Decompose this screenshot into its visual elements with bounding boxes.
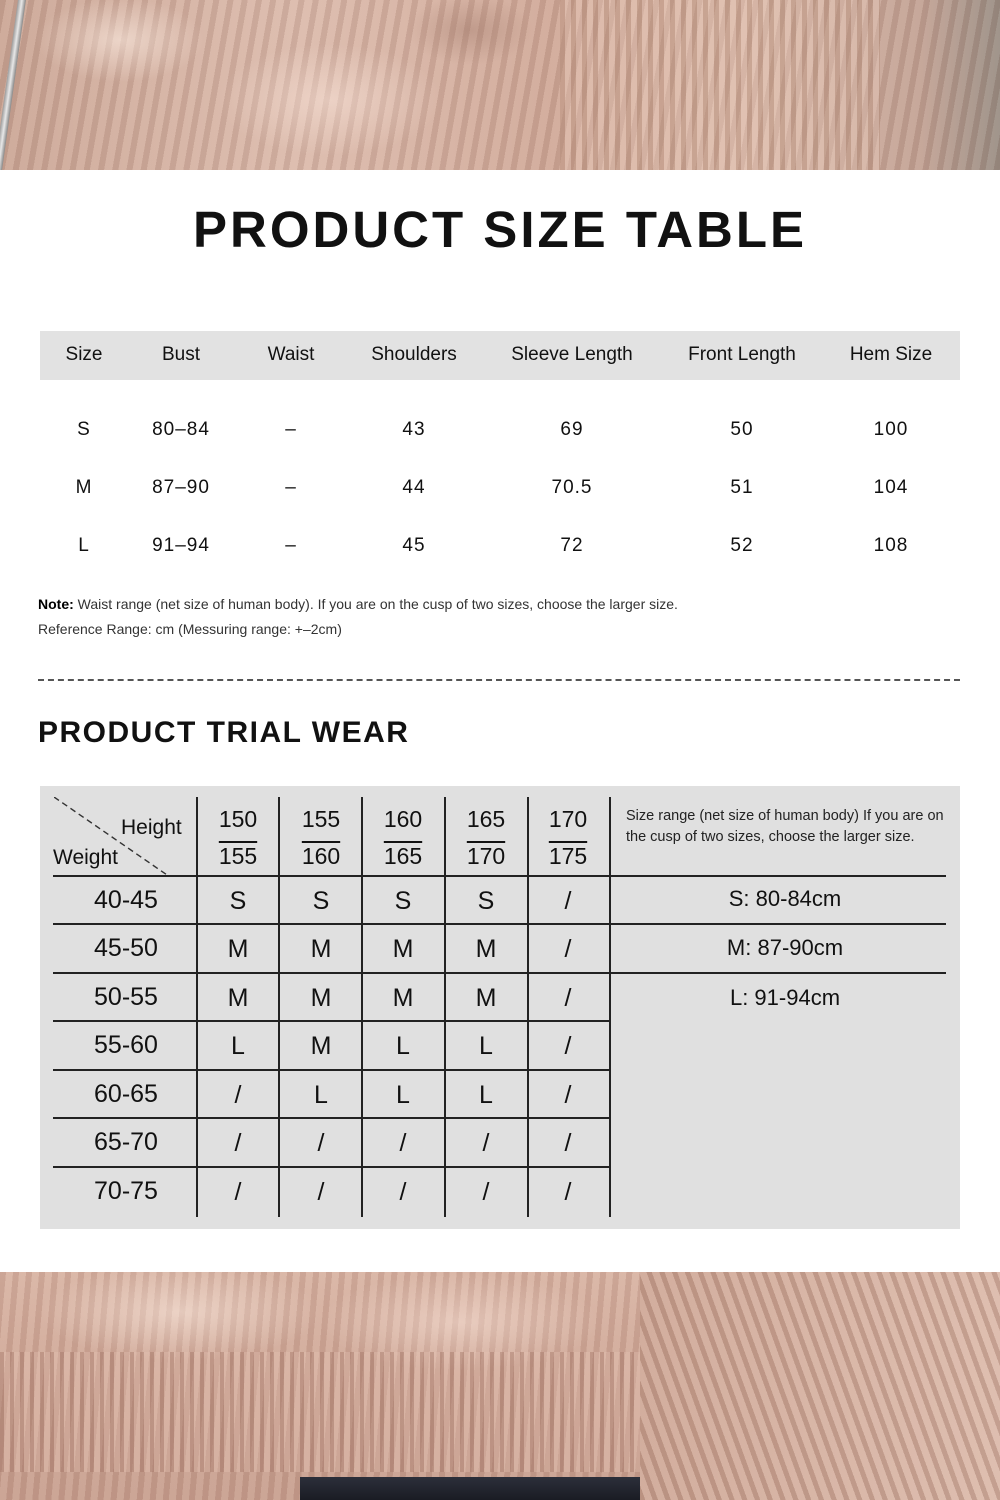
size-cell: 91–94 xyxy=(152,535,210,556)
size-range-0: S: 80-84cm xyxy=(728,886,842,911)
height-from: 150 xyxy=(218,806,258,832)
height-to: 155 xyxy=(218,843,258,869)
size-recommendation-cell: / xyxy=(564,1129,572,1157)
size-recommendation-cell: / xyxy=(564,935,572,963)
size-header-3: Shoulders xyxy=(371,344,457,365)
size-header-4: Sleeve Length xyxy=(511,344,633,365)
size-recommendation-cell: / xyxy=(399,1129,407,1157)
size-recommendation-cell: S xyxy=(477,887,495,915)
weight-label-cell: 55-60 xyxy=(94,1031,158,1059)
knit-sleeve-detail xyxy=(560,0,880,170)
size-range-1: M: 87-90cm xyxy=(726,935,844,960)
height-header xyxy=(446,801,526,875)
height-to: 175 xyxy=(548,843,588,869)
grid-horizontal-line xyxy=(53,1117,610,1119)
size-recommendation-cell: / xyxy=(564,1032,572,1060)
grid-horizontal-line xyxy=(53,1069,610,1071)
size-cell: 104 xyxy=(873,477,909,498)
size-recommendation-cell: L xyxy=(396,1032,410,1060)
grid-horizontal-line xyxy=(53,1020,610,1022)
size-recommendation-cell: S xyxy=(312,887,330,915)
height-from: 165 xyxy=(466,806,506,832)
size-recommendation-cell: / xyxy=(482,1129,490,1157)
size-recommendation-cell: / xyxy=(234,1081,242,1109)
knit-sleeve-detail xyxy=(640,1272,1000,1500)
size-cell: – xyxy=(285,419,297,440)
size-recommendation-cell: S xyxy=(229,887,247,915)
weight-label-cell: 70-75 xyxy=(94,1177,158,1205)
size-recommendation-cell: M xyxy=(227,984,249,1012)
size-cell: 50 xyxy=(730,419,754,440)
size-recommendation-cell: M xyxy=(310,1032,332,1060)
size-recommendation-cell: L xyxy=(314,1081,328,1109)
size-cell: L xyxy=(78,535,90,556)
height-from: 160 xyxy=(383,806,423,832)
size-range-description: Size range (net size of human body) If you are on the cusp of two sizes, choose the larger size. xyxy=(626,808,944,845)
size-table-title: PRODUCT SIZE TABLE xyxy=(192,201,808,258)
weight-label-cell: 45-50 xyxy=(94,934,158,962)
size-recommendation-cell: / xyxy=(564,1178,572,1206)
size-recommendation-cell: M xyxy=(227,935,249,963)
height-to: 160 xyxy=(301,843,341,869)
ribbed-hem-detail xyxy=(0,1352,640,1472)
size-cell: 87–90 xyxy=(152,477,210,498)
grid-vertical-line xyxy=(278,797,280,1217)
size-recommendation-cell: / xyxy=(564,1081,572,1109)
size-recommendation-cell: M xyxy=(392,935,414,963)
size-cell: S xyxy=(77,419,91,440)
size-recommendation-cell: L xyxy=(479,1081,493,1109)
weight-label-cell: 50-55 xyxy=(94,983,158,1011)
size-recommendation-cell: M xyxy=(392,984,414,1012)
size-recommendation-cell: L xyxy=(231,1032,245,1060)
height-to: 165 xyxy=(383,843,423,869)
note-label: Note: xyxy=(38,596,74,612)
height-to: 170 xyxy=(466,843,506,869)
size-recommendation-cell: / xyxy=(482,1178,490,1206)
size-recommendation-cell: / xyxy=(317,1178,325,1206)
size-header-0: Size xyxy=(65,344,103,365)
size-cell: 44 xyxy=(402,477,426,498)
weight-label: Weight xyxy=(53,846,118,869)
grid-vertical-line xyxy=(609,797,611,1217)
size-recommendation-cell: L xyxy=(396,1081,410,1109)
size-recommendation-cell: M xyxy=(475,935,497,963)
trial-wear-title: PRODUCT TRIAL WEAR xyxy=(38,716,410,749)
size-cell: 51 xyxy=(730,477,754,498)
size-cell: – xyxy=(285,477,297,498)
denim-detail xyxy=(300,1477,640,1500)
height-header xyxy=(528,801,608,875)
size-recommendation-cell: / xyxy=(234,1129,242,1157)
grid-horizontal-line xyxy=(53,923,946,925)
size-header-5: Front Length xyxy=(688,344,796,365)
size-cell: 100 xyxy=(873,419,909,440)
size-cell: 72 xyxy=(560,535,584,556)
size-recommendation-cell: / xyxy=(317,1129,325,1157)
bottom-product-photo xyxy=(0,1272,1000,1500)
size-range-2: L: 91-94cm xyxy=(729,985,841,1010)
size-cell: M xyxy=(75,477,93,498)
size-cell: 70.5 xyxy=(551,477,593,498)
height-header xyxy=(281,801,361,875)
reference-range: Reference Range: cm (Messuring range: +–2cm) xyxy=(38,621,342,637)
size-recommendation-cell: / xyxy=(564,984,572,1012)
height-from: 170 xyxy=(548,806,588,832)
weight-label-cell: 65-70 xyxy=(94,1128,158,1156)
size-recommendation-cell: / xyxy=(399,1178,407,1206)
height-from: 155 xyxy=(301,806,341,832)
weight-label-cell: 40-45 xyxy=(94,886,158,914)
size-cell: 45 xyxy=(402,535,426,556)
size-recommendation-cell: M xyxy=(310,935,332,963)
size-recommendation-cell: M xyxy=(475,984,497,1012)
height-header xyxy=(363,801,443,875)
grid-horizontal-line xyxy=(53,875,946,877)
size-cell: 80–84 xyxy=(152,419,210,440)
size-recommendation-cell: / xyxy=(564,887,572,915)
size-cell: 43 xyxy=(402,419,426,440)
size-cell: – xyxy=(285,535,297,556)
size-cell: 52 xyxy=(730,535,754,556)
size-cell: 108 xyxy=(873,535,909,556)
size-note xyxy=(38,596,678,612)
section-divider xyxy=(38,679,960,681)
top-product-photo xyxy=(0,0,1000,170)
height-header xyxy=(198,801,278,875)
note-text: Waist range (net size of human body). If you are on the cusp of two sizes, choose the larger size. xyxy=(73,596,678,612)
grid-horizontal-line xyxy=(53,972,946,974)
size-header-1: Bust xyxy=(161,344,201,365)
size-header-6: Hem Size xyxy=(849,344,933,365)
zipper-detail xyxy=(0,0,26,170)
size-cell: 69 xyxy=(560,419,584,440)
size-recommendation-cell: / xyxy=(234,1178,242,1206)
height-label: Height xyxy=(121,816,182,839)
size-recommendation-cell: L xyxy=(479,1032,493,1060)
size-recommendation-cell: M xyxy=(310,984,332,1012)
weight-label-cell: 60-65 xyxy=(94,1080,158,1108)
size-recommendation-cell: S xyxy=(394,887,412,915)
grid-horizontal-line xyxy=(53,1166,610,1168)
size-header-2: Waist xyxy=(267,344,315,365)
